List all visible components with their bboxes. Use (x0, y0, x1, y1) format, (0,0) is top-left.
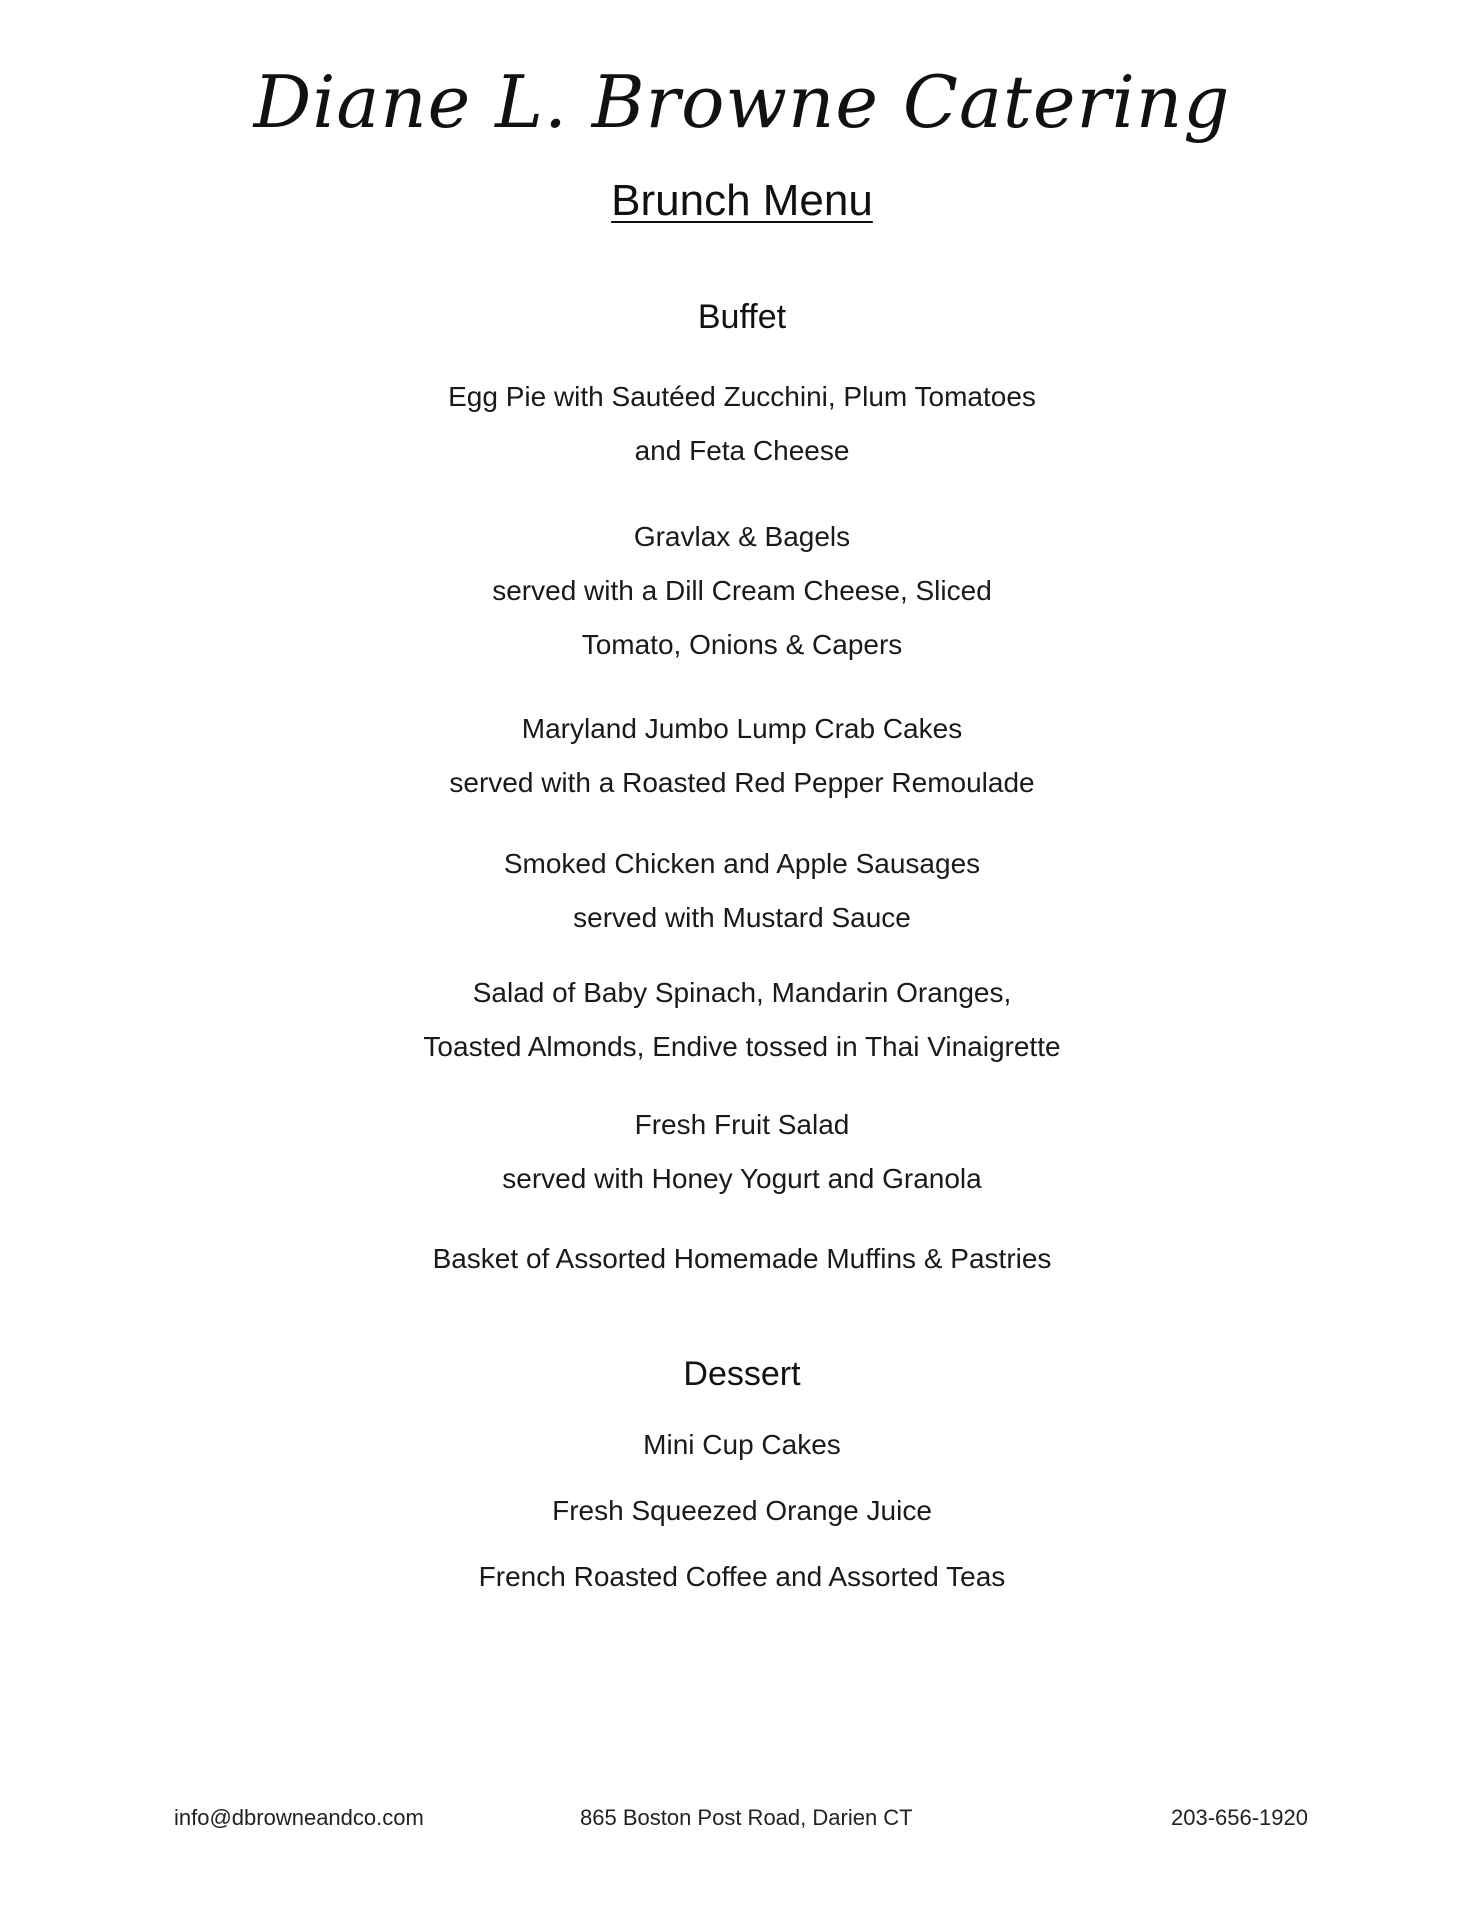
menu-item-line: Tomato, Onions & Capers (581, 629, 903, 660)
menu-item-line: Egg Pie with Sautéed Zucchini, Plum Tomatoes (448, 381, 1036, 412)
menu-item-line: French Roasted Coffee and Assorted Teas (478, 1561, 1006, 1592)
section-heading-dessert: Dessert (683, 1355, 801, 1393)
menu-item-line: Salad of Baby Spinach, Mandarin Oranges, (472, 977, 1012, 1008)
footer-address: 865 Boston Post Road, Darien CT (580, 1805, 913, 1830)
page-title: Brunch Menu (611, 176, 873, 225)
section-heading-buffet: Buffet (697, 298, 787, 336)
menu-item-line: Smoked Chicken and Apple Sausages (503, 848, 981, 879)
footer-email: info@dbrowneandco.com (174, 1805, 424, 1830)
menu-item-line: Mini Cup Cakes (643, 1429, 841, 1460)
footer-phone: 203-656-1920 (1170, 1805, 1308, 1830)
menu-item-line: Maryland Jumbo Lump Crab Cakes (521, 713, 963, 744)
menu-item-line: Gravlax & Bagels (633, 521, 851, 552)
brand-logo-text: Diane L. Browne Catering (253, 60, 1231, 144)
menu-item-line: served with Honey Yogurt and Granola (502, 1163, 982, 1194)
menu-item-line: Toasted Almonds, Endive tossed in Thai Vinaigrette (423, 1031, 1061, 1062)
menu-item-line: Fresh Fruit Salad (634, 1109, 850, 1140)
menu-item-line: served with Mustard Sauce (573, 902, 911, 933)
menu-item-line: and Feta Cheese (634, 435, 850, 466)
menu-item-line: served with a Roasted Red Pepper Remoulade (449, 767, 1035, 798)
menu-item-line: served with a Dill Cream Cheese, Sliced (492, 575, 992, 606)
menu-item-line: Basket of Assorted Homemade Muffins & Pastries (432, 1243, 1052, 1274)
menu-item-line: Fresh Squeezed Orange Juice (552, 1495, 932, 1526)
